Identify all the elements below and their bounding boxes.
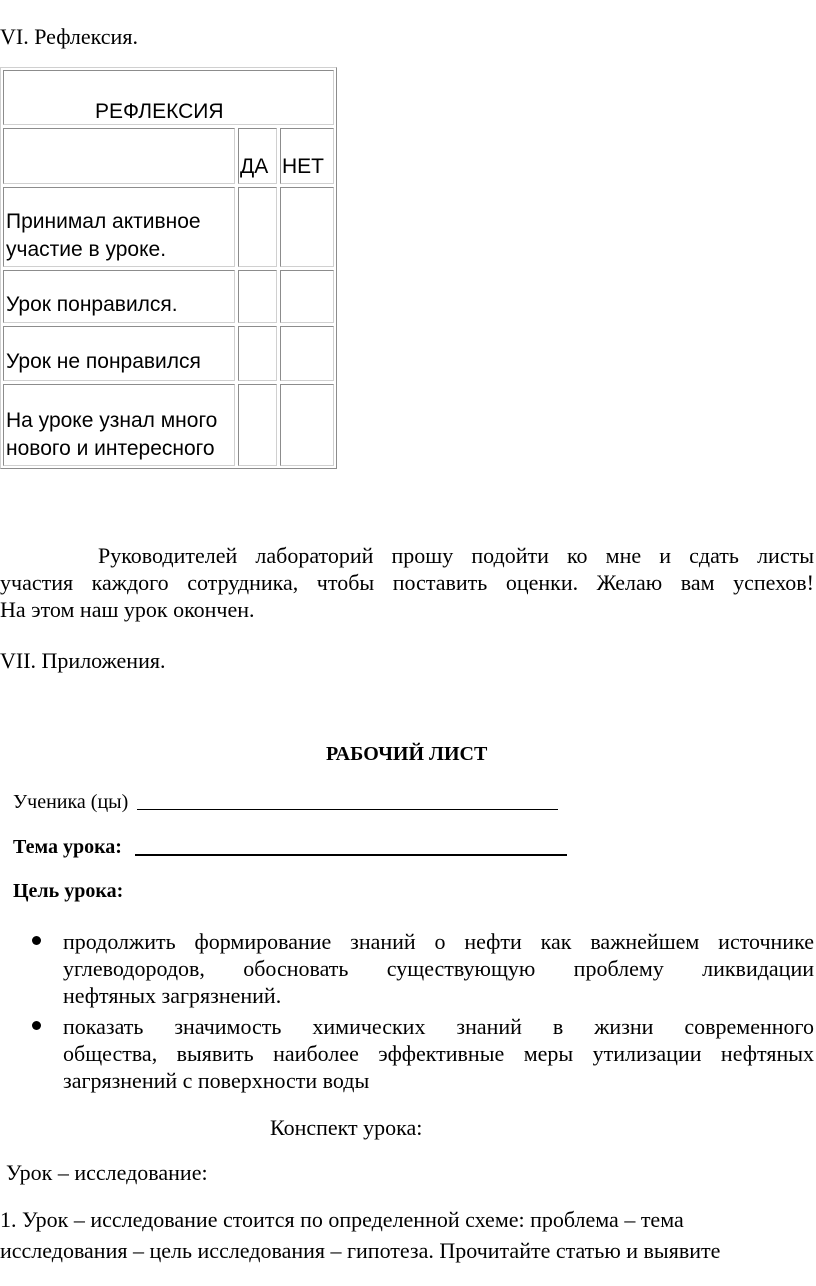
summary-title: Конспект урока: [270, 1115, 423, 1140]
bullet-icon [32, 1021, 41, 1030]
closing-text: Руководителей лабораторий прошу подойти ко мне и сдать листы [98, 543, 814, 568]
table-header-no [280, 128, 334, 184]
row-label: нового и интересного [6, 437, 215, 460]
table-row [3, 326, 235, 381]
bullet-icon [32, 936, 41, 945]
answer-cell-no[interactable] [280, 187, 334, 267]
row-label: Урок не понравился [6, 350, 201, 373]
point-1-line-2: исследования – цель исследования – гипотеза. Прочитайте статью и выявите [0, 1238, 721, 1263]
answer-cell-no[interactable] [280, 326, 334, 381]
row-label: участие в уроке. [6, 238, 167, 261]
table-row [3, 270, 235, 323]
answer-cell-no[interactable] [280, 270, 334, 323]
goal-text: продолжить формирование знаний о нефти как важнейшем источнике [63, 929, 814, 954]
col-no-label: НЕТ [282, 155, 324, 178]
lesson-type: Урок – исследование: [6, 1160, 208, 1185]
section-7-heading: VII. Приложения. [0, 648, 166, 673]
col-yes-label: ДА [240, 155, 269, 178]
closing-line-3: На этом наш урок окончен. [0, 597, 255, 622]
worksheet-title: РАБОЧИЙ ЛИСТ [326, 743, 488, 765]
goal-text: загрязнений с поверхности воды [63, 1068, 370, 1093]
row-label: На уроке узнал много [6, 409, 218, 432]
table-title: РЕФЛЕКСИЯ [95, 100, 224, 123]
table-title-cell [3, 70, 334, 125]
goal-label: Цель урока: [13, 880, 124, 902]
goal-text: показать значимость химических знаний в жизни современного [63, 1014, 814, 1039]
row-label: Принимал активное [6, 210, 201, 233]
answer-cell-no[interactable] [280, 384, 334, 466]
goal-text: нефтяных загрязнений. [63, 983, 282, 1008]
table-row [3, 384, 235, 466]
section-6-heading: VI. Рефлексия. [0, 24, 138, 49]
table-header-empty [3, 128, 235, 184]
answer-cell-yes[interactable] [238, 270, 277, 323]
student-label: Ученика (цы) [13, 791, 129, 813]
goal-text: общества, выявить наиболее эффективные меры утилизации нефтяных [63, 1041, 814, 1066]
answer-cell-yes[interactable] [238, 187, 277, 267]
topic-blank[interactable] [135, 854, 567, 856]
answer-cell-yes[interactable] [238, 384, 277, 466]
table-header-yes [238, 128, 277, 184]
topic-label: Тема урока: [13, 836, 122, 858]
closing-line-2: участия каждого сотрудника, чтобы поставить оценки. Желаю вам успехов! [0, 570, 814, 595]
student-name-blank[interactable] [137, 809, 558, 810]
reflection-table [0, 67, 337, 469]
row-label: Урок понравился. [6, 293, 178, 316]
point-1-line-1: 1. Урок – исследование стоится по определенной схеме: проблема – тема [0, 1207, 684, 1232]
table-row [3, 187, 235, 267]
answer-cell-yes[interactable] [238, 326, 277, 381]
goal-text: углеводородов, обосновать существующую проблему ликвидации [63, 956, 814, 981]
